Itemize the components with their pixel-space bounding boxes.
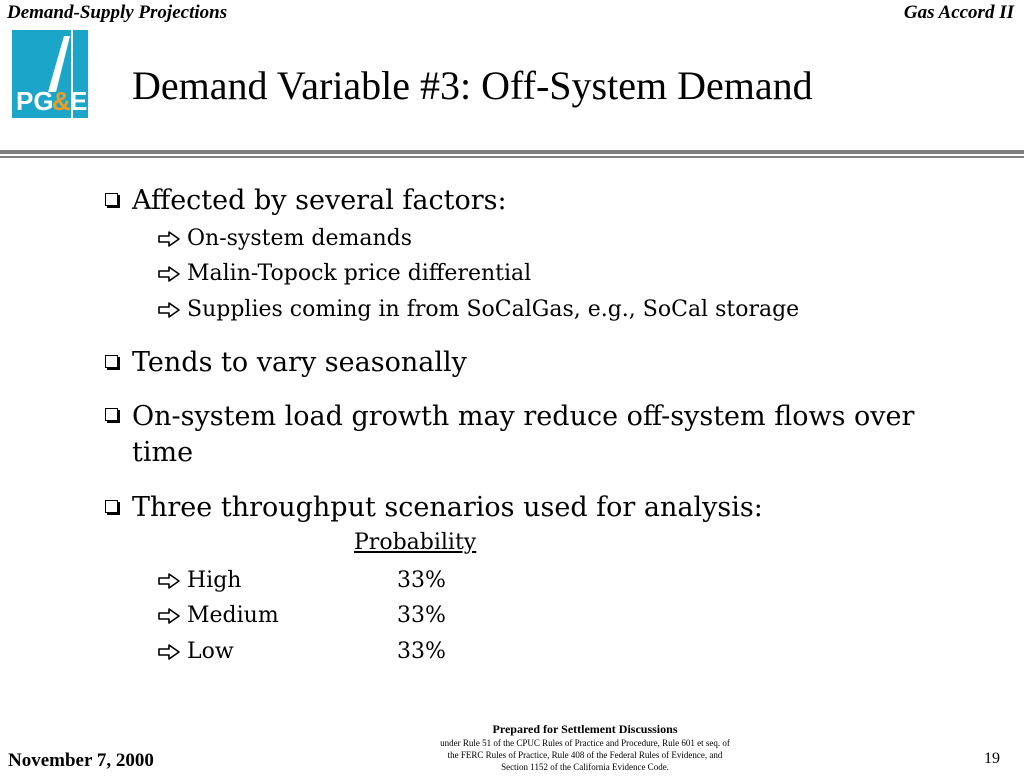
scenario-row: [157, 568, 446, 593]
scenario-probability: 33%: [397, 603, 446, 628]
sub-bullet-text: Malin-Topock price differential: [187, 261, 532, 286]
sub-bullet-text: Supplies coming in from SoCalGas, e.g., SoCal storage: [187, 297, 800, 322]
bullet-item: [105, 183, 507, 219]
arrow-right-icon: [157, 643, 181, 661]
checkbox-bullet-icon: [105, 355, 118, 368]
checkbox-bullet-icon: [105, 500, 118, 513]
footer-line: the FERC Rules of Practice, Rule 408 of the Federal Rules of Evidence, and: [447, 750, 723, 760]
slide-title: Demand Variable #3: Off-System Demand: [132, 63, 813, 108]
scenario-row: [157, 639, 446, 664]
bullet-text: Three throughput scenarios used for analysis:: [132, 492, 763, 523]
sub-bullet-item: [157, 226, 412, 251]
pge-logo: [12, 30, 88, 118]
arrow-right-icon: [157, 265, 181, 283]
title-divider: [0, 150, 1024, 154]
svg-text:&: &: [52, 86, 71, 116]
bullet-text: On-system load growth may reduce off-system flows over time: [132, 401, 915, 468]
bullet-text: Affected by several factors:: [132, 185, 507, 216]
footer-disclaimer: [380, 722, 790, 773]
footer-line: under Rule 51 of the CPUC Rules of Practice and Procedure, Rule 601 et seq. of: [440, 738, 730, 748]
bullet-item: [105, 399, 965, 471]
svg-text:E: E: [70, 86, 88, 116]
footer-title: Prepared for Settlement Discussions: [492, 722, 678, 736]
scenario-label: Low: [187, 639, 234, 664]
scenario-probability: 33%: [397, 639, 446, 664]
scenario-row: [157, 603, 446, 628]
title-divider-thin: [0, 156, 1024, 158]
header-left: Demand-Supply Projections: [7, 2, 228, 23]
sub-bullet-text: On-system demands: [187, 226, 412, 251]
bullet-item: [105, 345, 467, 381]
arrow-right-icon: [157, 607, 181, 625]
bullet-text: Tends to vary seasonally: [132, 347, 467, 378]
bullet-item: [105, 490, 763, 526]
arrow-right-icon: [157, 230, 181, 248]
footer-date: November 7, 2000: [8, 750, 154, 771]
arrow-right-icon: [157, 572, 181, 590]
page-number: 19: [984, 750, 1000, 767]
footer-line: Section 1152 of the California Evidence Code.: [501, 762, 669, 772]
arrow-right-icon: [157, 301, 181, 319]
sub-bullet-item: [157, 261, 531, 286]
scenario-probability: 33%: [397, 568, 446, 593]
header-right: Gas Accord II: [903, 2, 1014, 23]
svg-text:PG: PG: [16, 86, 54, 116]
sub-bullet-item: [157, 297, 799, 322]
checkbox-bullet-icon: [105, 193, 118, 206]
scenario-label: Medium: [187, 603, 279, 628]
probability-header: Probability: [354, 530, 477, 555]
checkbox-bullet-icon: [105, 408, 118, 421]
scenario-label: High: [187, 568, 242, 593]
